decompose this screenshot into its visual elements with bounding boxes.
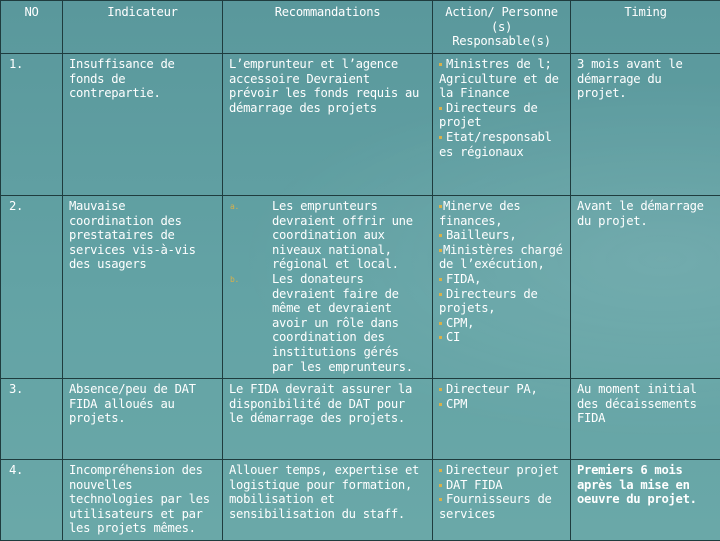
bullet-icon: [439, 249, 442, 252]
action-item: Directeurs de projets,: [439, 287, 564, 316]
action-cell: [433, 196, 571, 379]
action-item: CPM: [439, 397, 564, 412]
action-cell: [433, 379, 571, 460]
bullet-icon: [439, 205, 442, 208]
header-indicator: Indicateur: [63, 1, 223, 54]
bullet-icon: [439, 63, 442, 66]
action-item: FIDA,: [439, 272, 564, 287]
action-item: Bailleurs,: [439, 228, 564, 243]
bullet-icon: [439, 484, 442, 487]
recommendation-cell: Allouer temps, expertise et logistique pour formation, mobilisation et sensibilisation du staff.: [223, 460, 433, 541]
bullet-icon: [439, 278, 442, 281]
indicator-cell: Incompréhension des nouvelles technologies par les utilisateurs et par les projets mêmes.: [63, 460, 223, 541]
action-item: CPM,: [439, 316, 564, 331]
bullet-icon: [439, 107, 442, 110]
header-no: NO: [1, 1, 63, 54]
bullet-icon: [439, 469, 442, 472]
list-marker: a.: [229, 199, 272, 272]
action-item: Directeur PA,: [439, 382, 564, 397]
bullet-icon: [439, 498, 442, 501]
indicator-cell: Absence/peu de DAT FIDA alloués au projets.: [63, 379, 223, 460]
recommendation-cell: Le FIDA devrait assurer la disponibilité de DAT pour le démarrage des projets.: [223, 379, 433, 460]
bullet-icon: [439, 322, 442, 325]
action-item: Fournisseurs de services: [439, 492, 564, 521]
recommendation-item: [229, 272, 426, 374]
action-item: Ministres de l; Agriculture et de la Finance: [439, 57, 564, 101]
recommendation-item: [229, 199, 426, 272]
action-item: Minerve des finances,: [439, 199, 564, 228]
row-number: 1.: [1, 54, 63, 196]
indicator-cell: Insuffisance de fonds de contrepartie.: [63, 54, 223, 196]
header-row: [1, 1, 720, 54]
bullet-icon: [439, 388, 442, 391]
bullet-icon: [439, 336, 442, 339]
row-number: 3.: [1, 379, 63, 460]
table-row: [1, 379, 720, 460]
list-marker: b.: [229, 272, 272, 374]
header-action: Action/ Personne (s) Responsable(s): [433, 1, 571, 54]
action-item: Directeurs de projet: [439, 101, 564, 130]
timing-cell: Premiers 6 mois après la mise en oeuvre du projet.: [571, 460, 720, 541]
action-item: Ministères chargé de l’exécution,: [439, 243, 564, 272]
header-timing: Timing: [571, 1, 720, 54]
action-item: CI: [439, 330, 564, 345]
action-cell: [433, 54, 571, 196]
action-item: Directeur projet: [439, 463, 564, 478]
action-item: DAT FIDA: [439, 478, 564, 493]
bullet-icon: [439, 403, 442, 406]
recommendation-cell: L’emprunteur et l’agence accessoire Devraient prévoir les fonds requis au démarrage des projets: [223, 54, 433, 196]
recommendation-text: Les donateurs devraient faire de même et devraient avoir un rôle dans coordination des institutions gérés par les emprunteurs.: [272, 272, 426, 374]
bullet-icon: [439, 293, 442, 296]
bullet-icon: [439, 136, 442, 139]
recommendation-list: [229, 199, 426, 374]
timing-cell: Au moment initial des décaissements FIDA: [571, 379, 720, 460]
table-row: [1, 54, 720, 196]
indicator-cell: Mauvaise coordination des prestataires de services vis-à-vis des usagers: [63, 196, 223, 379]
timing-cell: Avant le démarrage du projet.: [571, 196, 720, 379]
header-recommendations: Recommandations: [223, 1, 433, 54]
timing-cell: 3 mois avant le démarrage du projet.: [571, 54, 720, 196]
row-number: 4.: [1, 460, 63, 541]
row-number: 2.: [1, 196, 63, 379]
recommendation-text: Les emprunteurs devraient offrir une coordination aux niveaux national, régional et local.: [272, 199, 426, 272]
bullet-icon: [439, 234, 442, 237]
recommendation-cell: [223, 196, 433, 379]
table-row: [1, 460, 720, 541]
action-item: Etat/responsabl es régionaux: [439, 130, 564, 159]
table-row: [1, 196, 720, 379]
action-cell: [433, 460, 571, 541]
